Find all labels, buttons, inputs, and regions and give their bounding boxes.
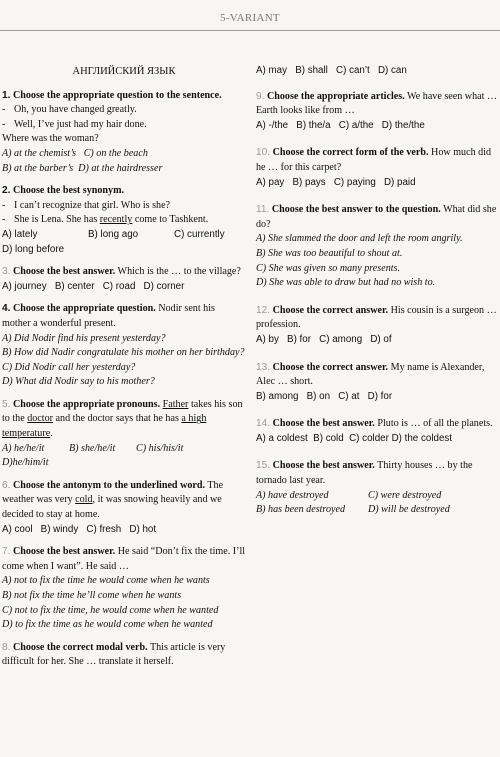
option-b[interactable]: B) at the barber’s xyxy=(2,162,74,174)
question-number: 8. xyxy=(2,641,11,653)
question-number: 6. xyxy=(2,479,11,491)
option-b[interactable]: B) has been destroyed xyxy=(256,504,346,516)
question-number: 5. xyxy=(2,398,11,410)
question-text: Where was the woman? xyxy=(2,133,99,145)
question-text: How much did he … for this carpet? xyxy=(256,147,492,173)
answer-options[interactable]: A) by B) for C) among D) of xyxy=(256,333,392,345)
dialogue-line: Well, I’ve just had my hair done. xyxy=(14,118,147,130)
question-5 xyxy=(2,398,246,471)
question-number: 7. xyxy=(2,546,11,558)
question-text: What did she do? xyxy=(256,204,497,230)
question-10 xyxy=(256,146,498,190)
answer-options[interactable]: A) cool B) windy C) fresh D) hot xyxy=(2,523,157,535)
question-instruction: Choose the appropriate pronouns. xyxy=(12,398,161,410)
question-9 xyxy=(256,90,498,134)
question-number: 4. xyxy=(2,303,11,315)
question-text: My name is Alexander, Alec … short. xyxy=(256,361,485,388)
question-text: We have seen what … Earth looks like from … xyxy=(256,90,498,117)
dialogue-line: I can’t recognize that girl. Who is she? xyxy=(14,199,171,211)
variant-title: 5-VARIANT xyxy=(220,12,280,24)
question-6 xyxy=(2,479,246,537)
answer-options[interactable]: A) pay B) pays C) paying D) paid xyxy=(256,176,416,188)
question-instruction: Choose the antonym to the underlined word. xyxy=(12,479,206,491)
question-number: 13. xyxy=(256,361,271,373)
question-3 xyxy=(2,265,246,294)
option-b[interactable]: B) She was too beautiful to shout at. xyxy=(256,247,403,259)
question-instruction: Choose the best answer. xyxy=(272,460,375,472)
question-instruction: Choose the best answer. xyxy=(12,546,116,558)
question-text: and the doctor says that he has xyxy=(53,413,182,425)
option-a[interactable]: A) She slammed the door and left the room angrily. xyxy=(256,233,463,245)
question-8-options xyxy=(256,64,498,79)
question-instruction: Choose the correct answer. xyxy=(272,361,389,373)
option-c[interactable]: C) currently xyxy=(174,228,225,240)
question-13 xyxy=(256,361,498,405)
option-a[interactable]: A) not to fix the time he would come when he wants xyxy=(2,575,210,587)
option-c[interactable]: C) not to fix the time, he would come when he wanted xyxy=(2,604,219,616)
question-number: 15. xyxy=(256,460,271,472)
question-text: Nodir sent his mother a wonderful present. xyxy=(2,303,215,329)
question-text: takes his son to the xyxy=(2,398,243,425)
question-instruction: Choose the appropriate question to the sentence. xyxy=(12,89,222,101)
option-b[interactable]: B) not fix the time he’ll come when he wants xyxy=(2,590,182,601)
question-number: 1. xyxy=(2,89,11,101)
answer-options[interactable]: A) a coldest B) cold C) colder D) the coldest xyxy=(256,432,453,444)
option-c[interactable]: C) on the beach xyxy=(83,147,148,159)
question-11 xyxy=(256,203,498,291)
underlined-word: cold xyxy=(75,494,93,506)
question-instruction: Choose the best synonym. xyxy=(12,185,124,197)
question-number: 9. xyxy=(256,90,265,102)
question-text: Pluto is … of all the planets. xyxy=(377,418,493,430)
question-14 xyxy=(256,417,498,446)
question-number: 11. xyxy=(256,204,270,216)
option-d[interactable]: D)he/him/it xyxy=(2,457,49,469)
underlined-phrase: a high temperature xyxy=(2,413,207,440)
question-1: 1. Choose the appropriate question to the sentence. - Oh, you have changed greatly. - Well, I’ve just had my hair done. Where was the woman? A) at the chemist’s C) on the beach B) at the barber’s D) at the hairdresser xyxy=(2,89,246,177)
question-instruction: Choose the best answer. xyxy=(12,266,116,278)
question-instruction: Choose the appropriate question. xyxy=(12,303,156,315)
question-number: 12. xyxy=(256,304,271,316)
option-d[interactable]: D) long before xyxy=(2,243,65,255)
question-2: 2. Choose the best synonym. - I can’t recognize that girl. Who is she? - She is Lena. She has recently come to Tashkent. A) lately B) long ago C) currently D) long before xyxy=(2,184,246,257)
question-7 xyxy=(2,545,246,633)
question-text: This article is very difficult for her. She … translate it herself. xyxy=(2,641,226,668)
right-column xyxy=(256,64,498,526)
question-instruction: Choose the correct modal verb. xyxy=(12,641,148,653)
option-d[interactable]: D) will be destroyed xyxy=(368,504,450,516)
question-text: Thirty houses … by the tornado last year. xyxy=(256,460,473,487)
underlined-word: Father xyxy=(162,398,189,410)
question-number: 3. xyxy=(2,266,11,278)
option-c[interactable]: C) were destroyed xyxy=(368,489,442,501)
question-12 xyxy=(256,304,498,348)
question-text: Which is the … to the village? xyxy=(117,266,241,278)
option-c[interactable]: C) his/his/it xyxy=(136,442,184,454)
question-instruction: Choose the appropriate articles. xyxy=(266,90,405,102)
option-a[interactable]: A) lately xyxy=(2,228,38,240)
underlined-word: doctor xyxy=(27,413,54,425)
question-instruction: Choose the correct form of the verb. xyxy=(272,147,429,159)
option-a[interactable]: A) he/he/it xyxy=(2,442,45,454)
option-c[interactable]: C) She was given so many presents. xyxy=(256,262,401,274)
question-8 xyxy=(2,641,246,670)
dialogue-line: She is Lena. She has xyxy=(14,214,100,226)
dialogue-line-end: come to Tashkent. xyxy=(132,214,209,226)
question-4 xyxy=(2,302,246,390)
question-instruction: Choose the correct answer. xyxy=(272,304,389,316)
option-a[interactable]: A) Did Nodir find his present yesterday? xyxy=(2,332,166,344)
question-number: 2. xyxy=(2,185,11,197)
option-c[interactable]: C) Did Nodir call her yesterday? xyxy=(2,361,136,373)
page-header xyxy=(0,0,500,31)
answer-options[interactable]: A) may B) shall C) can’t D) can xyxy=(256,65,407,76)
subject-title: АНГЛИЙСКИЙ ЯЗЫК xyxy=(72,66,176,77)
option-d[interactable]: D) What did Nodir say to his mother? xyxy=(2,376,155,388)
question-text: His cousin is a surgeon … profession. xyxy=(256,304,497,331)
question-text: He said “Don’t fix the time. I’ll come when I want”. He said … xyxy=(2,546,246,572)
option-d[interactable]: D) at the hairdresser xyxy=(78,162,163,174)
question-number: 10. xyxy=(256,147,271,159)
option-b[interactable]: B) she/he/it xyxy=(69,442,116,454)
answer-options[interactable]: A) -/the B) the/a C) a/the D) the/the xyxy=(256,119,425,131)
question-number: 14. xyxy=(256,418,271,430)
question-instruction: Choose the best answer to the question. xyxy=(271,204,441,216)
option-b[interactable]: B) How did Nadir congratulate his mother on her birthday? xyxy=(2,347,245,359)
question-15 xyxy=(256,459,498,517)
underlined-word: recently xyxy=(99,214,133,226)
option-a[interactable]: A) have destroyed xyxy=(256,489,329,501)
question-instruction: Choose the best answer. xyxy=(272,418,375,430)
option-b[interactable]: B) long ago xyxy=(88,228,139,240)
dialogue-line: Oh, you have changed greatly. xyxy=(14,104,137,116)
question-text: The weather was very xyxy=(2,479,224,506)
question-text-end: . xyxy=(50,428,53,440)
option-d[interactable]: D) to fix the time as he would come when he wanted xyxy=(2,619,213,631)
left-column xyxy=(2,62,246,678)
answer-options[interactable]: B) among B) on C) at D) for xyxy=(256,390,393,402)
option-d[interactable]: D) She was able to draw but had no wish to. xyxy=(256,277,436,289)
question-text-end: , it was snowing heavily and we decided to stay at home. xyxy=(2,494,222,521)
answer-options[interactable]: A) journey B) center C) road D) corner xyxy=(2,280,185,292)
option-a[interactable]: A) at the chemist’s xyxy=(2,147,77,159)
